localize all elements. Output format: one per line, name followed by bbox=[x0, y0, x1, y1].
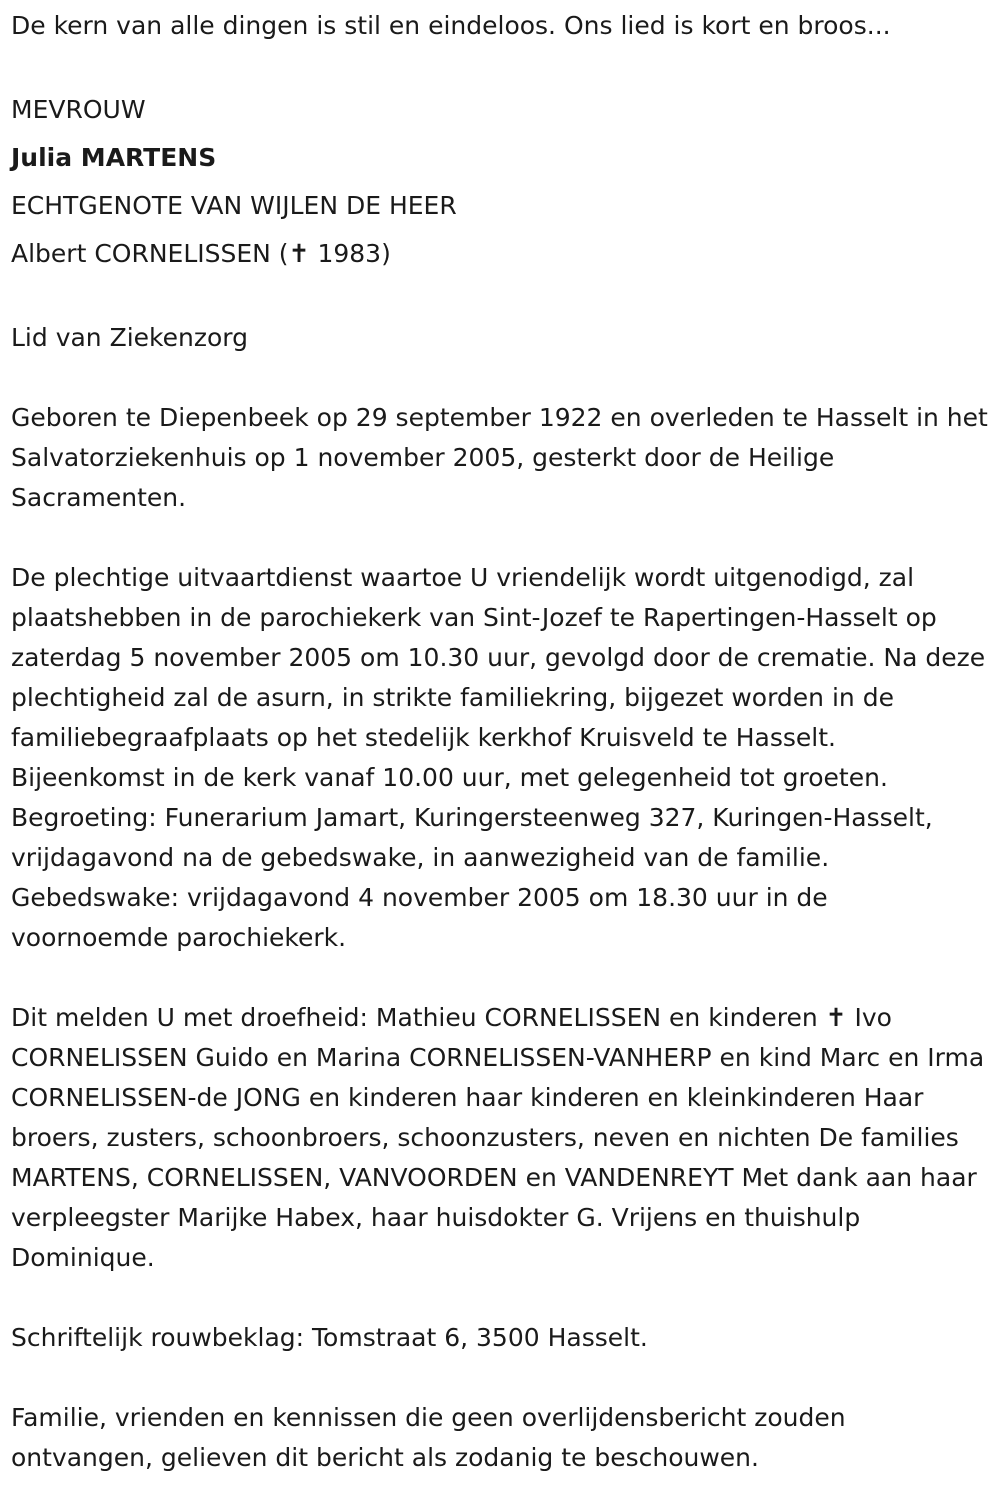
membership: Lid van Ziekenzorg bbox=[11, 323, 248, 352]
birth-death-paragraph: Geboren te Diepenbeek op 29 september 1922 en overleden te Hasselt in het Salvatorziekenhuis op 1 november 2005, gesterkt door de Heilige Sacramenten. bbox=[11, 403, 988, 512]
salutation: MEVROUW bbox=[11, 95, 146, 124]
deceased-name: Julia MARTENS bbox=[11, 143, 217, 172]
announcement-paragraph: Dit melden U met droefheid: Mathieu CORNELISSEN en kinderen ✝ Ivo CORNELISSEN Guido en Marina CORNELISSEN-VANHERP en kind Marc en Irma CORNELISSEN-de JONG en kinderen haar kinderen en kleinkinderen Haar broers, zusters, schoonbroers, schoonzusters, neven en nichten De families MARTENS, CORNELISSEN, VANVOORDEN en VANDENREYT Met dank aan haar verpleegster Marijke Habex, haar huisdokter G. Vrijens en thuishulp Dominique. bbox=[11, 1003, 985, 1272]
spouse-line: ECHTGENOTE VAN WIJLEN DE HEER bbox=[11, 191, 457, 220]
spouse-name: Albert CORNELISSEN (✝ 1983) bbox=[11, 239, 391, 268]
closing-paragraph: Familie, vrienden en kennissen die geen overlijdensbericht zouden ontvangen, gelieven dit bericht als zodanig te beschouwen. bbox=[11, 1403, 846, 1472]
condolences-paragraph: Schriftelijk rouwbeklag: Tomstraat 6, 3500 Hasselt. bbox=[11, 1323, 648, 1352]
ceremony-paragraph: De plechtige uitvaartdienst waartoe U vriendelijk wordt uitgenodigd, zal plaatshebben in de parochiekerk van Sint-Jozef te Rapertingen-Hasselt op zaterdag 5 november 2005 om 10.30 uur, gevolgd door de crematie. Na deze plechtigheid zal de asurn, in strikte familiekring, bijgezet worden in de familiebegraafplaats op het stedelijk kerkhof Kruisveld te Hasselt. Bijeenkomst in de kerk vanaf 10.00 uur, met gelegenheid tot groeten. Begroeting: Funerarium Jamart, Kuringersteenweg 327, Kuringen-Hasselt, vrijdagavond na de gebedswake, in aanwezigheid van de familie. Gebedswake: vrijdagavond 4 november 2005 om 18.30 uur in de voornoemde parochiekerk. bbox=[11, 563, 986, 952]
opening-quote: De kern van alle dingen is stil en eindeloos. Ons lied is kort en broos... bbox=[11, 11, 891, 40]
deceased-header bbox=[11, 86, 990, 278]
